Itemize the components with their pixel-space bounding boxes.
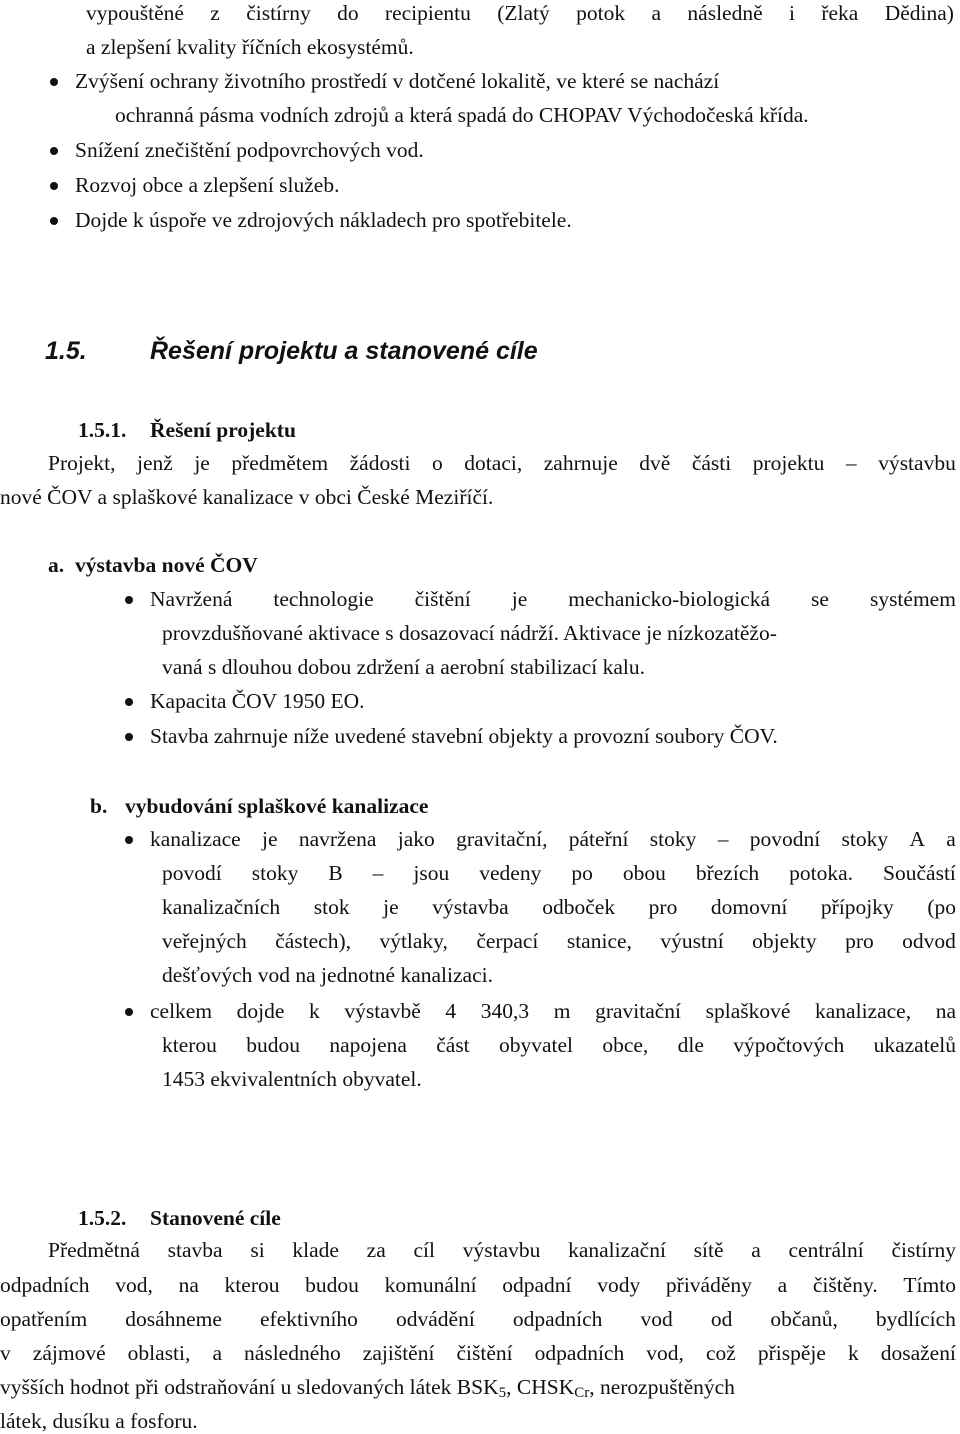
word: objekty (752, 929, 817, 953)
bullet-icon (125, 733, 133, 741)
part-a-bullet-1-line-1 (150, 589, 956, 611)
word: veřejných (162, 929, 247, 953)
sub2-chsk-subscript: Cr (574, 1385, 590, 1401)
part-b-bullet-2-line-1-text (150, 1001, 956, 1023)
word: stavba (167, 1238, 223, 1262)
part-b-title: vybudování splaškové kanalizace (125, 794, 429, 818)
word: stanice, (566, 929, 632, 953)
word: i (788, 1, 795, 25)
word: výstavbu (878, 451, 956, 475)
part-b-bullet-1-line-5: dešťových vod na jednotné kanalizaci. (162, 963, 493, 987)
word: výustní (660, 929, 724, 953)
part-b-bullet-2-line-2 (162, 1035, 956, 1057)
intro-bullet-1-line-2: ochranná pásma vodních zdrojů a která spadá do CHOPAV Východočeská křída. (115, 103, 809, 127)
word: Součástí (883, 861, 956, 885)
word: následného (244, 1341, 341, 1365)
word: následně (687, 1, 763, 25)
word: potoka. (789, 861, 854, 885)
subsection-2-title: Stanovené cíle (150, 1206, 281, 1230)
word: napojena (329, 1033, 407, 1057)
word: jsou (413, 861, 450, 885)
part-b-bullet-1-line-2 (162, 863, 956, 885)
word: k (847, 1341, 859, 1365)
word: sítě (693, 1238, 724, 1262)
word: dosáhneme (125, 1307, 222, 1331)
word: gravitační, (456, 827, 548, 851)
word: kanalizace, (815, 999, 912, 1023)
sub1-para-line-1 (48, 453, 956, 475)
word: a (651, 1, 662, 25)
word: komunální (384, 1273, 477, 1297)
part-b-bullet-2-line-2-text (162, 1035, 956, 1057)
word: technologie (273, 587, 374, 611)
word: kterou (224, 1273, 280, 1297)
word: systémem (869, 587, 956, 611)
part-a-bullet-1-line-3: vaná s dlouhou dobou zdržení a aerobní stabilizací kalu. (162, 655, 645, 679)
word: vod, (646, 1341, 684, 1365)
word: pro (648, 895, 678, 919)
word: čištěny. (812, 1273, 878, 1297)
word: – (717, 827, 729, 851)
intro-bullet-1-line-1: Zvýšení ochrany životního prostředí v dotčené lokalitě, ve které se nachází (75, 69, 720, 93)
part-a-label: a. (48, 553, 65, 577)
bullet-icon (125, 596, 133, 604)
word: vod (640, 1307, 673, 1331)
part-b-bullet-1-line-3 (162, 897, 956, 919)
word: výtlaky, (379, 929, 448, 953)
word: zajištění (362, 1341, 435, 1365)
word: což (705, 1341, 736, 1365)
word: do (337, 1, 359, 25)
intro-line-2: a zlepšení kvality říčních ekosystémů. (86, 35, 414, 59)
word: výstavbě (344, 999, 421, 1023)
word: z (210, 1, 220, 25)
word: dojde (236, 999, 285, 1023)
bullet-icon (50, 147, 58, 155)
word: – (372, 861, 384, 885)
word: páteřní (568, 827, 629, 851)
sub2-line-5-mid: , CHSK (506, 1375, 575, 1399)
word: občanů, (770, 1307, 838, 1331)
word: mechanicko-biologická (568, 587, 771, 611)
sub2-line-2 (0, 1275, 956, 1297)
word: se (811, 587, 829, 611)
word: kanalizační (568, 1238, 666, 1262)
bullet-icon (125, 698, 133, 706)
section-title: Řešení projektu a stanovené cíle (150, 337, 538, 365)
sub2-line-5-pre: vyšších hodnot při odstraňování u sledovaných látek BSK (0, 1375, 499, 1399)
word: centrální (788, 1238, 864, 1262)
word: gravitační (595, 999, 682, 1023)
bullet-icon (125, 836, 133, 844)
subsection-1-title: Řešení projektu (150, 418, 296, 442)
word: 340,3 (480, 999, 530, 1023)
word: oblasti, (127, 1341, 191, 1365)
bullet-icon (50, 217, 58, 225)
word: je (383, 895, 399, 919)
intro-bullet-3: Rozvoj obce a zlepšení služeb. (75, 173, 340, 197)
word: a (777, 1273, 788, 1297)
bullet-icon (50, 78, 58, 86)
sub2-line-4-text (0, 1343, 956, 1365)
word: vypouštěné (86, 1, 184, 25)
part-a-bullet-2: Kapacita ČOV 1950 EO. (150, 689, 365, 713)
word: budou (246, 1033, 300, 1057)
word: přiváděny (665, 1273, 752, 1297)
word: v (0, 1341, 11, 1365)
word: obyvatel (498, 1033, 574, 1057)
word: ukazatelů (873, 1033, 956, 1057)
word: odpadních (0, 1273, 90, 1297)
word: (po (927, 895, 956, 919)
part-a-bullet-3: Stavba zahrnuje níže uvedené stavební objekty a provozní soubory ČOV. (150, 724, 778, 748)
word: obou (622, 861, 666, 885)
word: Dědina) (884, 1, 954, 25)
word: zahrnuje (543, 451, 618, 475)
word: A (909, 827, 925, 851)
word: a (751, 1238, 761, 1262)
part-b-bullet-1-line-4 (162, 931, 956, 953)
word: vedeny (479, 861, 542, 885)
word: po (571, 861, 593, 885)
word: výpočtových (733, 1033, 845, 1057)
word: přípojky (820, 895, 894, 919)
word: a (946, 827, 956, 851)
word: dle (677, 1033, 704, 1057)
word: a (212, 1341, 222, 1365)
subsection-1-number: 1.5.1. (78, 418, 127, 442)
part-b-bullet-1-line-3-text (162, 897, 956, 919)
part-b-bullet-2-line-1 (150, 1001, 956, 1023)
word: odboček (542, 895, 616, 919)
word: dotaci, (464, 451, 523, 475)
word: výstavba (432, 895, 509, 919)
word: o (432, 451, 443, 475)
word: potok (576, 1, 626, 25)
word: je (511, 587, 528, 611)
part-a-title: výstavba nové ČOV (75, 553, 258, 577)
word: částech), (275, 929, 351, 953)
word: za (366, 1238, 386, 1262)
word: čištění (414, 587, 471, 611)
word: na (178, 1273, 199, 1297)
word: vody (597, 1273, 641, 1297)
word: část (436, 1033, 470, 1057)
sub2-line-3 (0, 1309, 956, 1331)
sub2-line-5-span (0, 1377, 735, 1401)
word: stoky (649, 827, 697, 851)
word: si (250, 1238, 265, 1262)
word: přispěje (757, 1341, 826, 1365)
word: čerpací (476, 929, 539, 953)
part-a-bullet-1-line-2: provzdušňované aktivace s dosazovací nádrží. Aktivace je nízkozatěžo- (162, 621, 777, 645)
word: odpadní (502, 1273, 572, 1297)
subsection-2-number: 1.5.2. (78, 1206, 127, 1230)
word: odvádění (396, 1307, 475, 1331)
word: stoky (251, 861, 299, 885)
word: povodní (749, 827, 821, 851)
word: budou (305, 1273, 359, 1297)
word: projektu (752, 451, 825, 475)
word: stok (313, 895, 350, 919)
sub2-line-3-text (0, 1309, 956, 1331)
sub2-line-5-post: , nerozpuštěných (589, 1375, 735, 1399)
word: odpadních (512, 1307, 603, 1331)
word: B (328, 861, 343, 885)
word: Projekt, (48, 451, 116, 475)
bullet-icon (50, 182, 58, 190)
intro-bullet-4: Dojde k úspoře ve zdrojových nákladech pro spotřebitele. (75, 208, 572, 232)
word: dvě (639, 451, 671, 475)
intro-bullet-2: Snížení znečištění podpovrchových vod. (75, 138, 424, 162)
word: dosažení (880, 1341, 956, 1365)
word: opatřením (0, 1307, 88, 1331)
part-b-bullet-1-line-4-text (162, 931, 956, 953)
word: je (194, 451, 210, 475)
word: povodí (162, 861, 222, 885)
word: od (710, 1307, 733, 1331)
sub1-para-line-2: nové ČOV a splaškové kanalizace v obci České Meziříčí. (0, 485, 494, 509)
word: výstavbu (462, 1238, 541, 1262)
word: obce, (602, 1033, 649, 1057)
word: je (262, 827, 278, 851)
intro-line-1 (86, 3, 954, 25)
word: žádosti (349, 451, 411, 475)
word: pro (845, 929, 874, 953)
word: kanalizace (150, 827, 241, 851)
word: navržena (298, 827, 377, 851)
word: na (935, 999, 956, 1023)
word: Předmětná (48, 1238, 140, 1262)
sub1-para-line-1-text (48, 453, 956, 475)
part-b-bullet-2-line-3: 1453 ekvivalentních obyvatel. (162, 1067, 422, 1091)
word: – (845, 451, 857, 475)
word: zájmové (32, 1341, 106, 1365)
word: k (309, 999, 320, 1023)
word: řeka (821, 1, 859, 25)
intro-line-1-text (86, 3, 954, 25)
sub2-line-6: látek, dusíku a fosforu. (0, 1409, 198, 1433)
word: jako (397, 827, 435, 851)
word: čištění (456, 1341, 513, 1365)
word: (Zlatý (497, 1, 550, 25)
word: kterou (162, 1033, 217, 1057)
word: části (691, 451, 732, 475)
word: klade (292, 1238, 339, 1262)
sub2-line-5 (0, 1377, 956, 1401)
word: Tímto (903, 1273, 956, 1297)
word: bydlících (875, 1307, 956, 1331)
word: odvod (902, 929, 956, 953)
sub2-line-5-text (0, 1377, 956, 1401)
word: domovní (710, 895, 788, 919)
sub2-line-4 (0, 1343, 956, 1365)
word: stoky (841, 827, 889, 851)
word: vod, (115, 1273, 153, 1297)
word: jenž (137, 451, 173, 475)
word: čistírny (246, 1, 311, 25)
part-b-bullet-1-line-1 (150, 829, 956, 851)
word: m (553, 999, 571, 1023)
part-b-bullet-1-line-2-text (162, 863, 956, 885)
word: cíl (413, 1238, 435, 1262)
sub2-line-1 (48, 1240, 956, 1262)
word: recipientu (384, 1, 471, 25)
word: celkem (150, 999, 213, 1023)
sub2-line-1-text (48, 1240, 956, 1262)
part-a-bullet-1-line-1-text (150, 589, 956, 611)
section-number: 1.5. (45, 337, 87, 365)
word: 4 (445, 999, 457, 1023)
word: odpadních (534, 1341, 625, 1365)
word: předmětem (231, 451, 329, 475)
word: březích (695, 861, 760, 885)
word: kanalizačních (162, 895, 281, 919)
sub2-line-2-text (0, 1275, 956, 1297)
sub2-bsk-subscript: 5 (498, 1385, 507, 1401)
part-b-bullet-1-line-1-text (150, 829, 956, 851)
word: efektivního (260, 1307, 358, 1331)
word: splaškové (705, 999, 791, 1023)
bullet-icon (125, 1008, 133, 1016)
part-b-label: b. (90, 794, 108, 818)
word: čistírny (891, 1238, 956, 1262)
word: Navržená (150, 587, 233, 611)
